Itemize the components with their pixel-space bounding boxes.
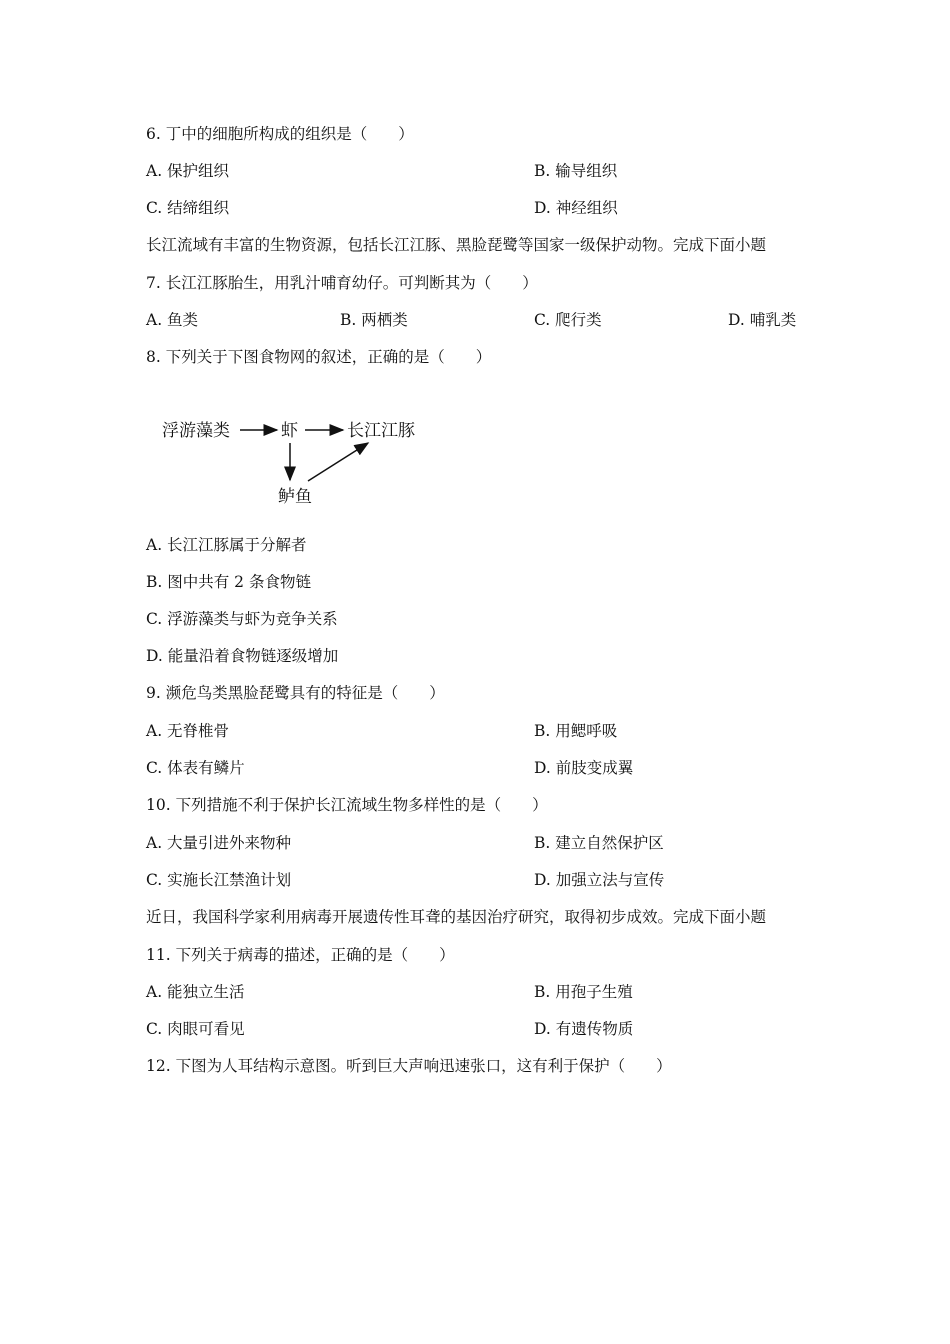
arrow-perch-to-porpoise bbox=[308, 443, 368, 481]
section-intro-2: 近日，我国科学家利用病毒开展遗传性耳聋的基因治疗研究，取得初步成效。完成下面小题 bbox=[146, 908, 767, 926]
question-7-option-d: D. 哺乳类 bbox=[728, 311, 797, 329]
question-10-option-d: D. 加强立法与宣传 bbox=[534, 871, 665, 889]
question-11-stem: 11. 下列关于病毒的描述，正确的是（ ） bbox=[146, 946, 455, 964]
question-8-option-c: C. 浮游藻类与虾为竞争关系 bbox=[146, 610, 338, 628]
question-6-option-d: D. 神经组织 bbox=[534, 199, 618, 217]
question-11-option-d: D. 有遗传物质 bbox=[534, 1020, 634, 1038]
question-8-stem: 8. 下列关于下图食物网的叙述，正确的是（ ） bbox=[146, 348, 492, 366]
question-6-stem: 6. 丁中的细胞所构成的组织是（ ） bbox=[146, 125, 414, 143]
question-7-option-c: C. 爬行类 bbox=[534, 311, 602, 329]
node-finless-porpoise: 长江江豚 bbox=[347, 421, 415, 441]
node-phytoplankton: 浮游藻类 bbox=[162, 421, 230, 441]
question-11-option-a: A. 能独立生活 bbox=[146, 983, 245, 1001]
question-9-option-b: B. 用鳃呼吸 bbox=[534, 722, 618, 740]
question-7-option-a: A. 鱼类 bbox=[146, 311, 199, 329]
question-12-stem: 12. 下图为人耳结构示意图。听到巨大声响迅速张口，这有利于保护（ ） bbox=[146, 1057, 672, 1075]
question-9-option-a: A. 无脊椎骨 bbox=[146, 722, 230, 740]
question-7-stem: 7. 长江江豚胎生，用乳汁哺育幼仔。可判断其为（ ） bbox=[146, 274, 538, 292]
question-9-option-c: C. 体表有鳞片 bbox=[146, 759, 245, 777]
question-10-option-a: A. 大量引进外来物种 bbox=[146, 834, 292, 852]
question-6-option-c: C. 结缔组织 bbox=[146, 199, 230, 217]
section-intro-1: 长江流域有丰富的生物资源，包括长江江豚、黑脸琵鹭等国家一级保护动物。完成下面小题 bbox=[146, 236, 767, 254]
question-6-option-b: B. 输导组织 bbox=[534, 162, 618, 180]
question-10-option-b: B. 建立自然保护区 bbox=[534, 834, 664, 852]
question-8-option-a: A. 长江江豚属于分解者 bbox=[146, 536, 307, 554]
food-web-diagram bbox=[150, 405, 450, 515]
question-9-option-d: D. 前肢变成翼 bbox=[534, 759, 634, 777]
question-11-option-c: C. 肉眼可看见 bbox=[146, 1020, 245, 1038]
question-6-option-a: A. 保护组织 bbox=[146, 162, 230, 180]
question-11-option-b: B. 用孢子生殖 bbox=[534, 983, 633, 1001]
node-perch: 鲈鱼 bbox=[278, 487, 312, 507]
node-shrimp: 虾 bbox=[281, 421, 298, 441]
question-9-stem: 9. 濒危鸟类黑脸琵鹭具有的特征是（ ） bbox=[146, 684, 445, 702]
question-10-stem: 10. 下列措施不利于保护长江流域生物多样性的是（ ） bbox=[146, 796, 548, 814]
question-10-option-c: C. 实施长江禁渔计划 bbox=[146, 871, 292, 889]
question-8-option-b: B. 图中共有 2 条食物链 bbox=[146, 573, 311, 591]
question-8-option-d: D. 能量沿着食物链逐级增加 bbox=[146, 647, 339, 665]
question-7-option-b: B. 两栖类 bbox=[340, 311, 408, 329]
